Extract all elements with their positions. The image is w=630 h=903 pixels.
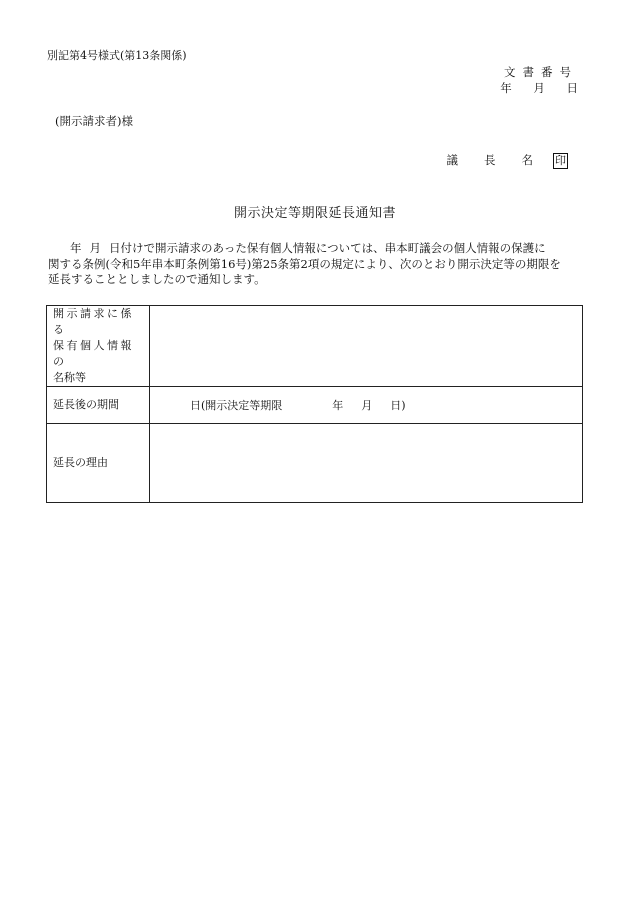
period-year: 年 [332,399,344,412]
info-name-label-line3: 名称等 [53,371,86,384]
period-month: 月 [361,399,373,412]
document-date [482,80,578,96]
extension-form-table [46,305,583,503]
body-line-1 [48,241,582,257]
document-title: 開示決定等期限延長通知書 [233,206,396,221]
info-name-value [150,306,583,387]
body-month: 月 [89,241,101,255]
body-line-3: 延長することとしましたので通知します。 [48,272,266,286]
body-line-1-text: 日付けで開示請求のあった保有個人情報については、串本町議会の個人情報の保護に [109,241,546,255]
body-year: 年 [70,241,82,255]
extension-period-value [150,387,583,424]
sender-name: 名 [521,153,533,167]
document-number-label: 文書番号 [504,65,578,79]
extension-reason-value [150,424,583,503]
sender-chair-2: 長 [484,153,496,167]
info-name-label [47,306,150,387]
sender-line [447,152,569,169]
info-name-label-line1: 開示請求に係る [53,307,134,336]
date-year: 年 [500,81,512,95]
date-month: 月 [533,81,545,95]
body-paragraph [48,241,582,288]
period-day-close: 日) [390,399,406,412]
table-row-extension-period [47,387,583,424]
seal-stamp: 印 [555,154,566,167]
period-deadline-open: (開示決定等期限 [201,399,283,412]
period-day: 日 [190,399,201,412]
form-label: 別記第4号様式(第13条関係) [47,49,187,62]
addressee: (開示請求者)様 [55,114,133,128]
extension-reason-label: 延長の理由 [47,424,150,503]
table-row-extension-reason [47,424,583,503]
body-line-2: 関する条例(令和5年串本町条例第16号)第25条第2項の規定により、次のとおり開示決定等の期限を [48,256,561,271]
table-row-info-name [47,306,583,387]
info-name-label-line2: 保有個人情報の [53,339,134,368]
date-day: 日 [566,81,578,95]
extension-period-label: 延長後の期間 [47,387,150,424]
sender-chair-1: 議 [446,153,458,167]
